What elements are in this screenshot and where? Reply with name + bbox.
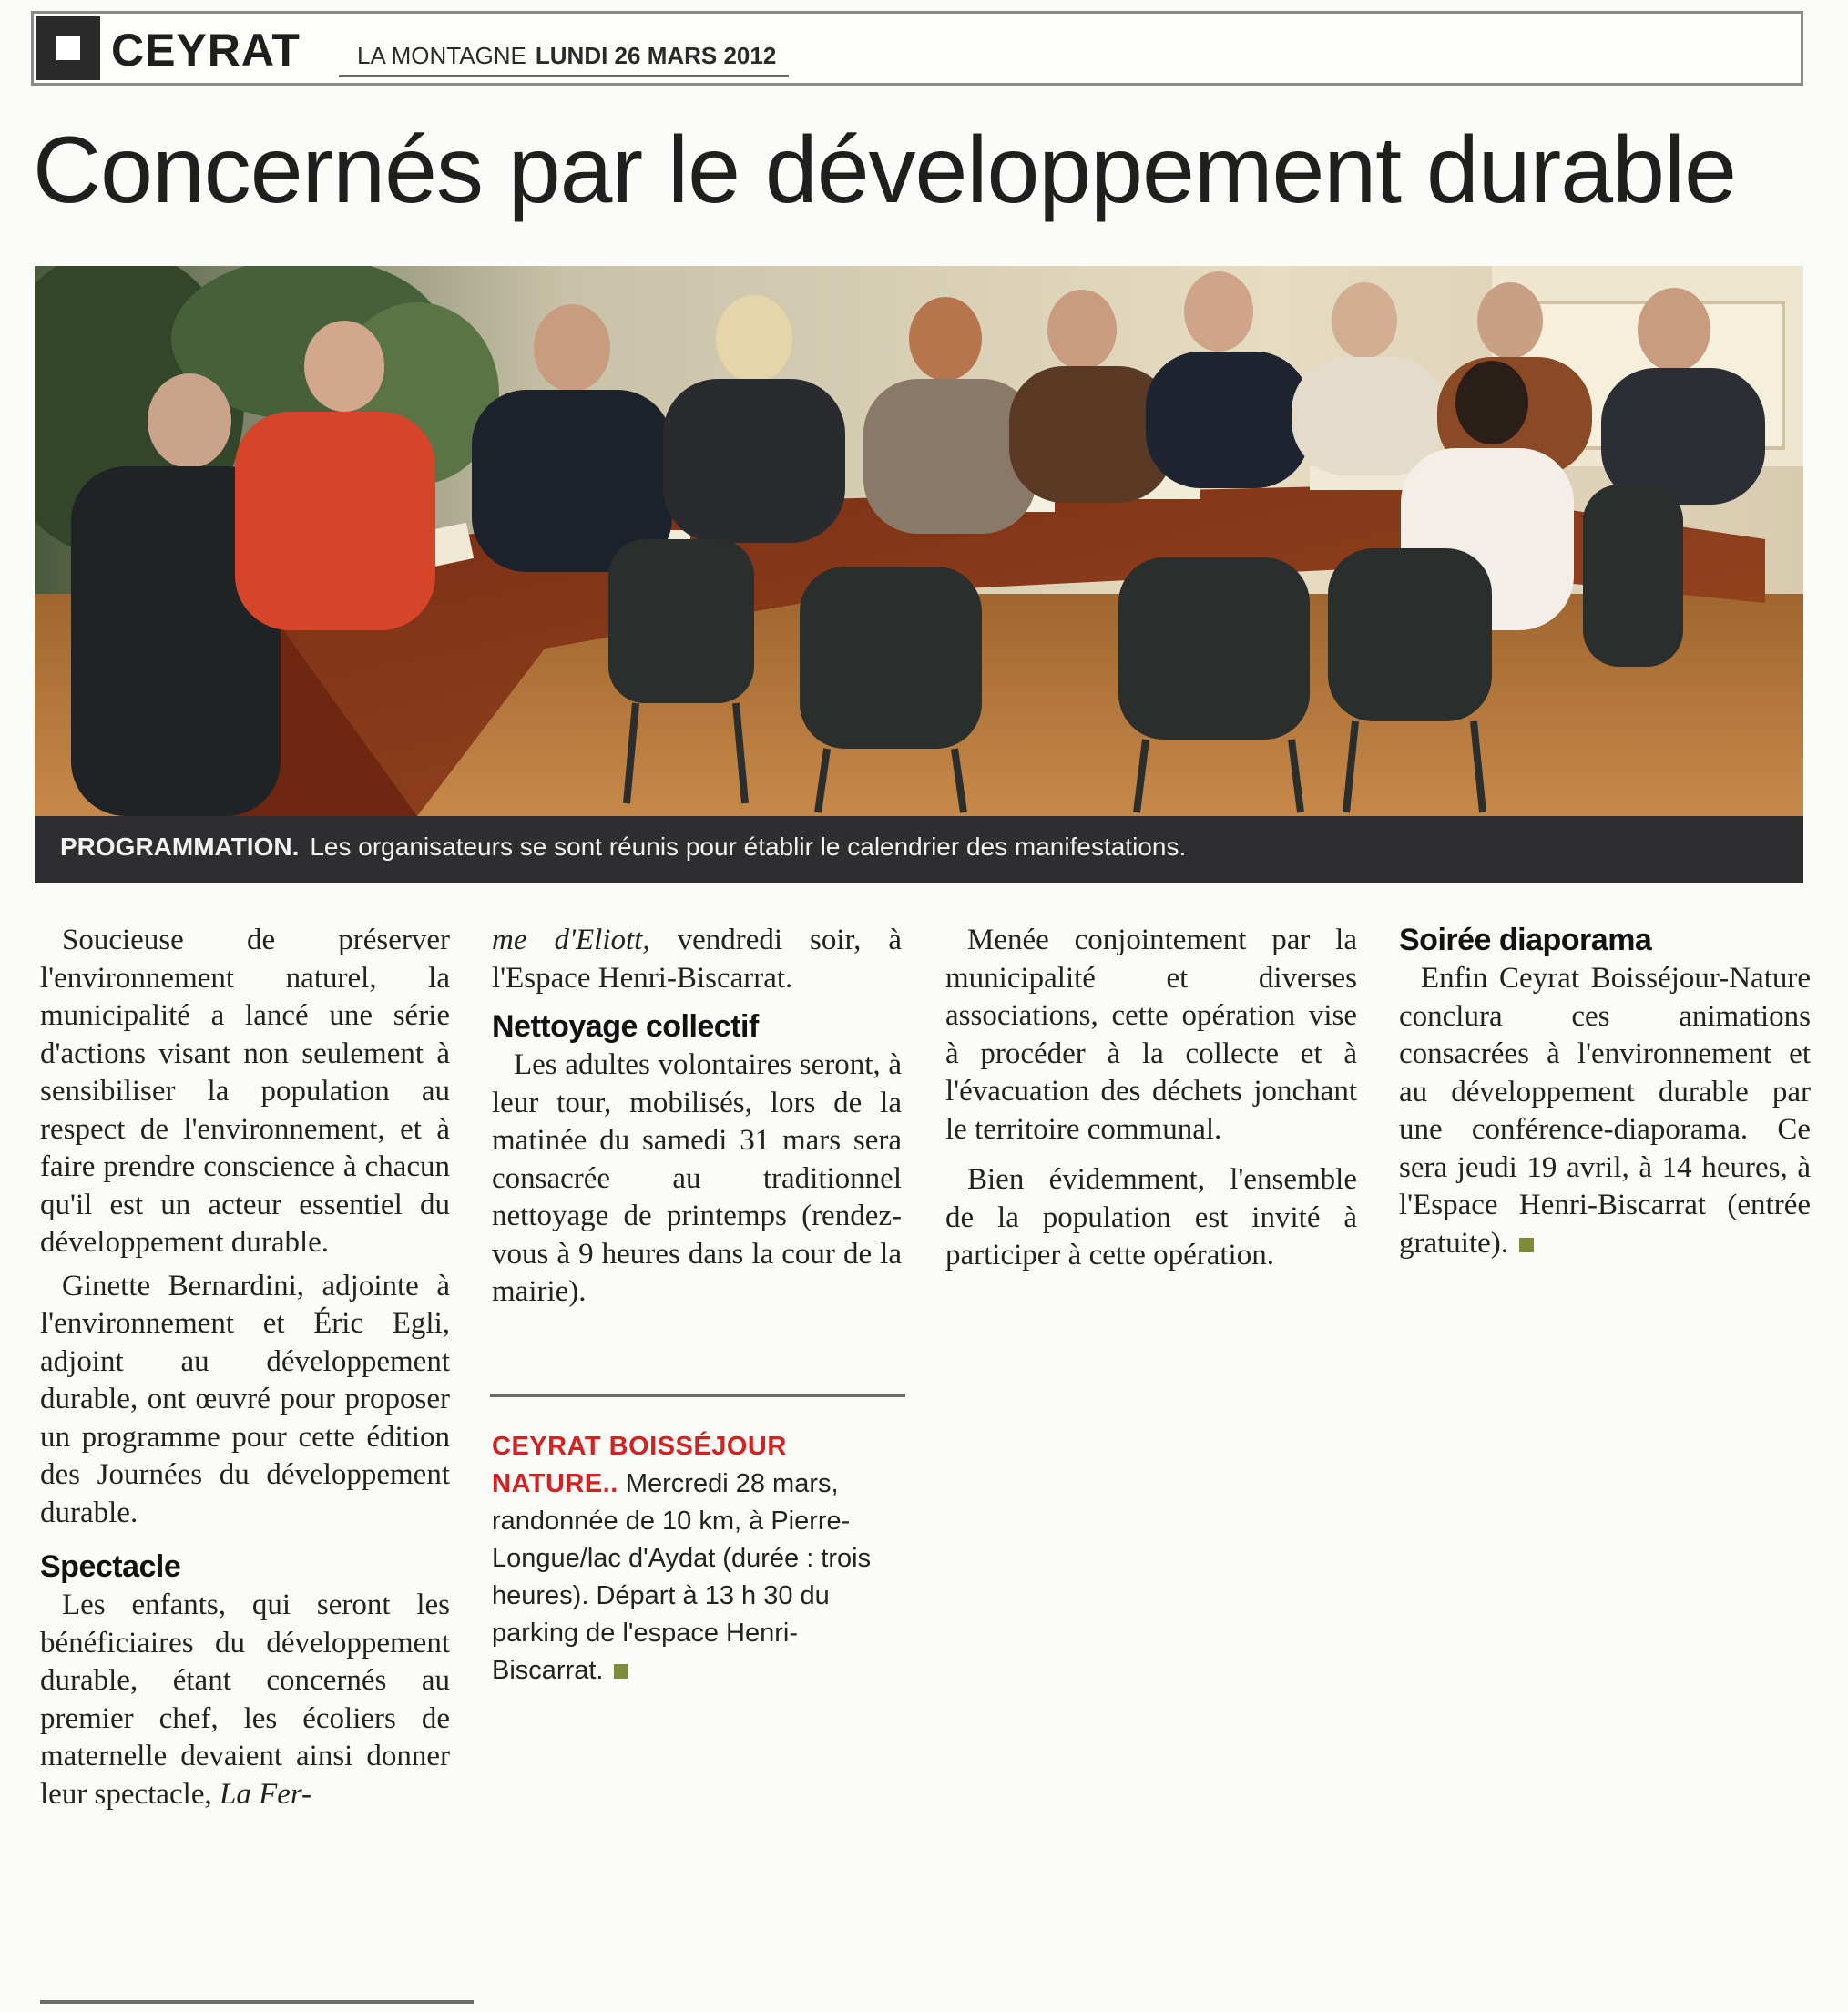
column-1 — [40, 922, 450, 1813]
subhead-spectacle: Spectacle — [40, 1549, 181, 1584]
paragraph-2: Ginette Bernardini, adjointe à l'environnement et Éric Egli, adjoint au développement durable, ont œuvré pour proposer un programme pour cette édition des Journées du développement durable. — [40, 1269, 450, 1529]
column-2-rule — [490, 1394, 905, 1397]
publication-name: LA MONTAGNE — [357, 42, 526, 69]
dateline — [357, 44, 776, 67]
paragraph-5: Menée conjointement par la municipalité et diverses associations, cette opération vise à procéder à la collecte et à l'évacuation des déchets jonchant le territoire communal. — [945, 924, 1357, 1146]
paragraph-7: Enfin Ceyrat Boisséjour-Nature conclura ces animations consacrées à l'environnement et au développement durable par une conférence-diaporama. Ce sera jeudi 19 avril, à 14 heures, à l'Espace Henri-Biscarrat (entrée gratuite). — [1399, 962, 1811, 1260]
column-3 — [945, 922, 1357, 1275]
sidebar-box — [492, 1428, 905, 1690]
section-name: CEYRAT — [111, 25, 301, 76]
subhead-soiree: Soirée diaporama — [1399, 923, 1652, 957]
italic-title-part: La Fer- — [219, 1777, 312, 1811]
box-title: CEYRAT BOISSÉJOUR NATURE.. — [492, 1432, 787, 1498]
publication-date: LUNDI 26 MARS 2012 — [535, 42, 777, 69]
column-1-rule — [40, 2000, 474, 2004]
end-mark-icon — [1519, 1238, 1534, 1252]
continued-text: me d'Eliott, vendredi soir, à l'Espace Henri-Biscarrat. — [492, 924, 903, 995]
paragraph-3: Les enfants, qui seront les bénéficiaires du développement durable, étant concernés au premier chef, les écoliers de maternelle devaient ainsi donner leur spectacle, La Fer- — [40, 1588, 450, 1811]
caption-label: PROGRAMMATION. — [60, 832, 300, 861]
dateline-underline — [339, 75, 789, 77]
subhead-nettoyage: Nettoyage collectif — [492, 1009, 759, 1044]
paragraph-4: Les adultes volontaires seront, à leur tour, mobilisés, lors de la matinée du samedi 31 mars sera consacrée au traditionnel nettoyage de printemps (rendez-vous à 9 heures dans la cour de la mairie). — [492, 1048, 902, 1308]
caption-text: Les organisateurs se sont réunis pour établir le calendrier des manifestations. — [310, 832, 1187, 861]
column-4 — [1399, 920, 1811, 1262]
end-mark-icon — [614, 1664, 628, 1679]
paragraph-6: Bien évidemment, l'ensemble de la population est invité à participer à cette opération. — [945, 1163, 1357, 1272]
box-text: Mercredi 28 mars, randonnée de 10 km, à Pierre-Longue/lac d'Aydat (durée : trois heures). Départ à 13 h 30 du parking de l'espace Henri-Biscarrat. — [492, 1469, 872, 1685]
headline: Concernés par le développement durable — [33, 117, 1736, 223]
photo-caption — [35, 816, 1803, 883]
paragraph-1: Soucieuse de préserver l'environnement naturel, la municipalité a lancé une série d'actions visant non seulement à sensibiliser la population au respect de l'environnement, et à faire prendre conscience à chacun qu'il est un acteur essentiel du développement durable. — [40, 924, 450, 1259]
section-square-icon — [36, 16, 100, 80]
column-2 — [492, 922, 902, 1312]
meeting-photo — [35, 266, 1803, 816]
